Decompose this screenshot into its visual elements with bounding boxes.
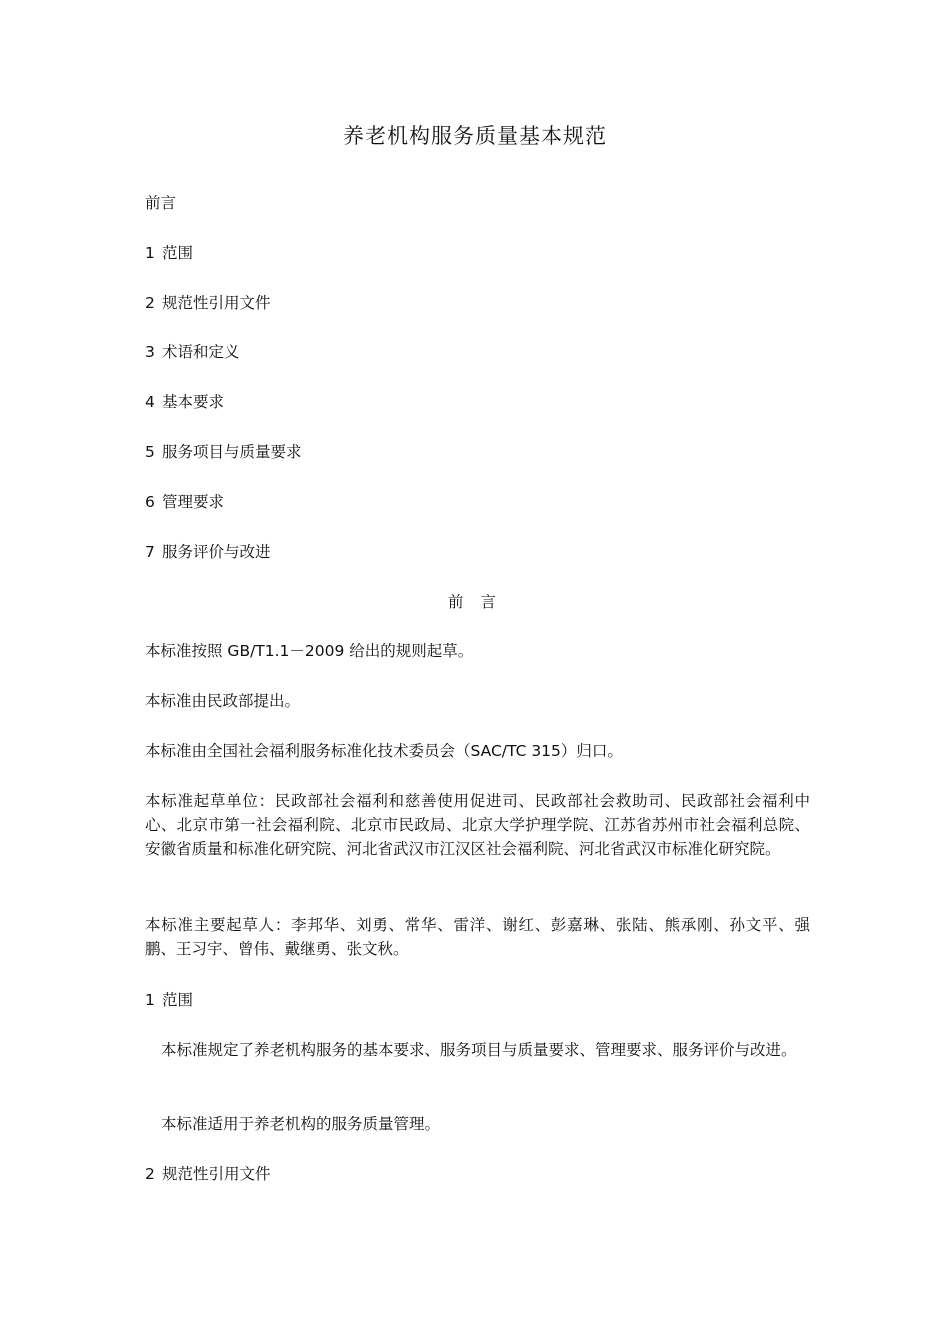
- toc-item-number: 6: [145, 493, 155, 511]
- section-paragraph: 本标准适用于养老机构的服务质量管理。: [161, 1115, 441, 1133]
- toc-item-label: 基本要求: [162, 393, 225, 411]
- toc-item-label: 管理要求: [162, 493, 225, 511]
- toc-item-number: 4: [145, 393, 155, 411]
- preface-paragraph: 本标准由全国社会福利服务标准化技术委员会（SAC/TC 315）归口。: [145, 742, 623, 760]
- toc-item-number: 5: [145, 443, 155, 461]
- toc-item-label: 范围: [162, 244, 194, 262]
- preface-paragraph-drafting-units: 本标准起草单位：民政部社会福利和慈善使用促进司、民政部社会救助司、民政部社会福利中心、北京市第一社会福利院、北京市民政局、北京大学护理学院、江苏省苏州市社会福利总院、安徽省质量和标准化研究院、河北省武汉市江汉区社会福利院、河北省武汉市标准化研究院。: [145, 792, 810, 858]
- toc-item: [145, 490, 810, 514]
- section-heading: [145, 1162, 810, 1186]
- toc-preface: 前言: [145, 194, 177, 212]
- section-paragraph: 本标准规定了养老机构服务的基本要求、服务项目与质量要求、管理要求、服务评价与改进。: [161, 1041, 797, 1059]
- toc-item: [145, 540, 810, 564]
- preface-paragraph: 本标准按照 GB/T1.1－2009 给出的规则起草。: [145, 642, 474, 660]
- section-number: 2: [145, 1165, 155, 1183]
- preface-paragraph-drafters: 本标准主要起草人：李邦华、刘勇、常华、雷洋、谢红、彭嘉琳、张陆、熊承刚、孙文平、强鹏、王习宇、曾伟、戴继勇、张文秋。: [145, 916, 810, 958]
- preface-heading: 前 言: [448, 593, 502, 611]
- toc-item-number: 1: [145, 244, 155, 262]
- section-title: 规范性引用文件: [162, 1165, 271, 1183]
- section-heading: [145, 988, 810, 1012]
- toc-item-number: 7: [145, 543, 155, 561]
- toc-item: [145, 241, 810, 265]
- toc-item-number: 3: [145, 343, 155, 361]
- toc-item-label: 术语和定义: [162, 343, 240, 361]
- toc-item: [145, 390, 810, 414]
- toc-item: [145, 291, 810, 315]
- toc-item: [145, 340, 810, 364]
- toc-item-label: 规范性引用文件: [162, 294, 271, 312]
- section-title: 范围: [162, 991, 194, 1009]
- toc-item-label: 服务评价与改进: [162, 543, 271, 561]
- preface-paragraph: 本标准由民政部提出。: [145, 692, 301, 710]
- toc-item-number: 2: [145, 294, 155, 312]
- toc-item-label: 服务项目与质量要求: [162, 443, 302, 461]
- section-number: 1: [145, 991, 155, 1009]
- document-title: 养老机构服务质量基本规范: [343, 124, 607, 148]
- toc-item: [145, 440, 810, 464]
